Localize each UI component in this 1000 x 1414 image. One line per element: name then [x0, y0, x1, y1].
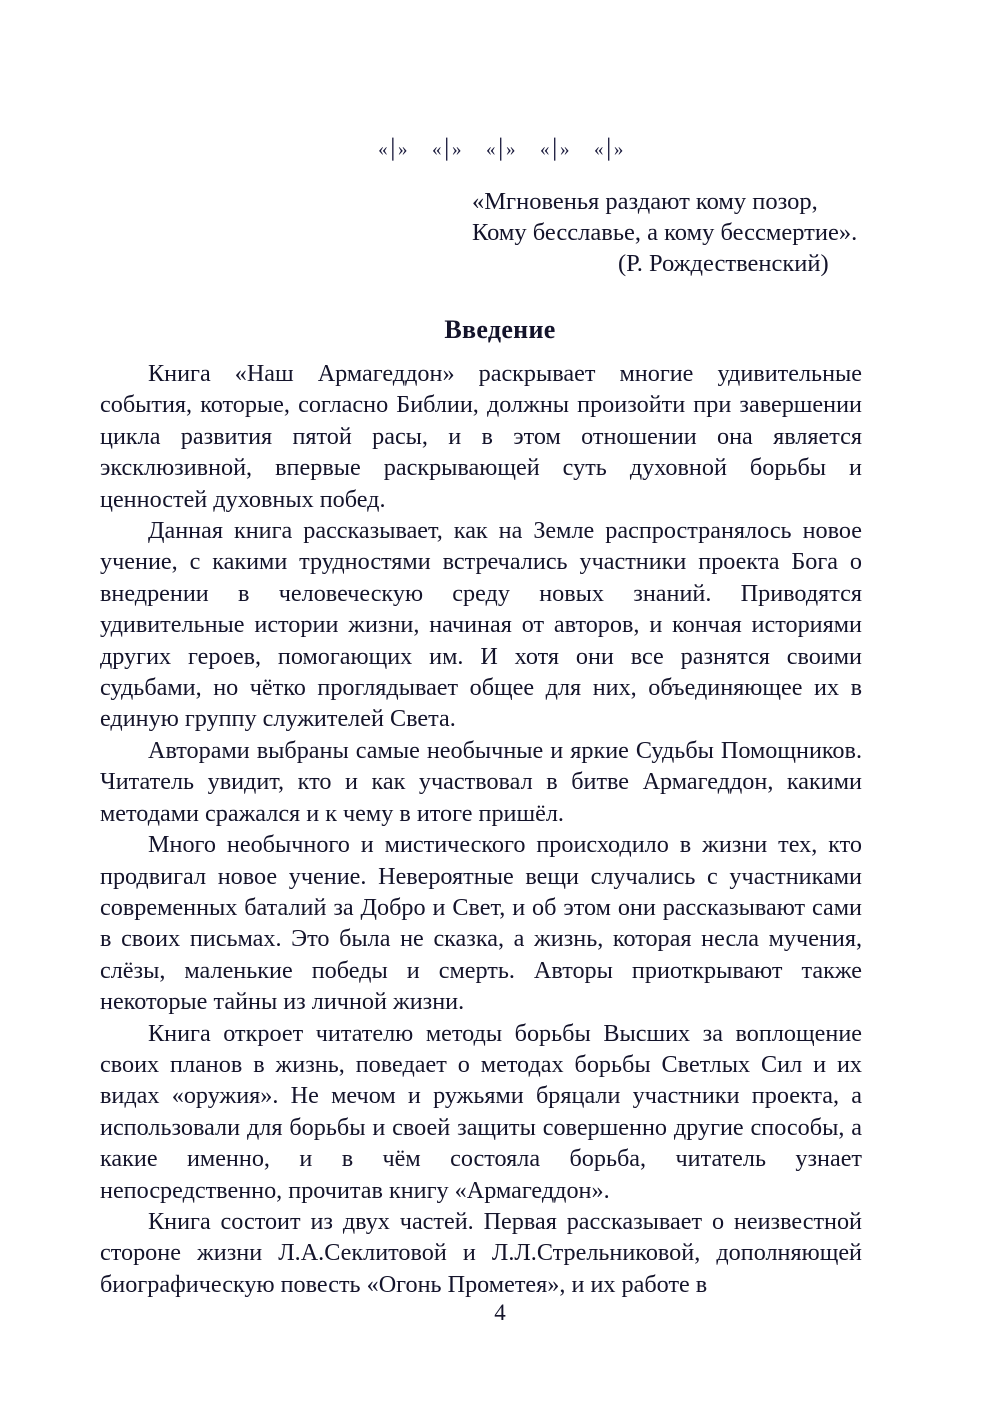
paragraph: Много необычного и мистического происходило в жизни тех, кто продвигал новое учение. Невероятные вещи случались с участниками современных баталий за Добро и Свет, и об этом они рассказывают сами в своих письмах. Это была не сказка, а жизнь, которая несла мучения, слёзы, маленькие победы и смерть. Авторы приоткрывают также некоторые тайны из личной жизни.: [100, 831, 862, 1016]
ornament-divider: [0, 134, 1000, 164]
body-text: [100, 358, 862, 1300]
paragraph: Данная книга рассказывает, как на Земле распространялось новое учение, с какими трудностями встречались участники проекта Бога о внедрении в человеческую среду новых знаний. Приводятся удивительные истории жизни, начиная от авторов, и кончая историями других героев, помогающих им. И хотя они все разнятся своими судьбами, но чётко проглядывает общее для них, объединяющее их в единую группу служителей Света.: [100, 517, 862, 733]
epigraph-line-2: Кому бесславье, а кому бессмертие».: [472, 219, 858, 246]
paragraph: Книга откроет читателю методы борьбы Высших за воплощение своих планов в жизнь, поведает о методах борьбы Светлых Сил и их видах «оружия». Не мечом и ружьями бряцали участники проекта, а использовали для борьбы и своей защиты совершенно другие способы, а какие именно, и в чём состояла борьба, читатель узнает непосредственно, прочитав книгу «Армагеддон».: [100, 1019, 862, 1204]
page-title: Введение: [444, 315, 556, 345]
ornament-icon: «│»: [486, 138, 514, 160]
epigraph: [100, 186, 900, 279]
epigraph-attribution: (Р. Рождественский): [618, 250, 829, 277]
ornament-icon: «│»: [593, 138, 622, 160]
epigraph-line-1: «Мгновенья раздают кому позор,: [472, 188, 818, 215]
paragraph: Книга «Наш Армагеддон» раскрывает многие удивительные события, которые, согласно Библии, должны произойти при завершении цикла развития пятой расы, и в этом отношении она является эксклюзивной, впервые раскрывающей суть духовной борьбы и ценностей духовных побед.: [100, 360, 862, 513]
ornament-icon: «│»: [432, 138, 461, 160]
page-number: 4: [494, 1300, 506, 1325]
ornament-icon: «│»: [539, 138, 568, 160]
ornament-icon: «│»: [378, 138, 407, 160]
paragraph: Книга состоит из двух частей. Первая рассказывает о неизвестной стороне жизни Л.А.Секлитовой и Л.Л.Стрельниковой, дополняющей биографическую повесть «Огонь Прометея», и их работе в: [100, 1207, 862, 1298]
paragraph: Авторами выбраны самые необычные и яркие Судьбы Помощников. Читатель увидит, кто и как участвовал в битве Армагеддон, какими методами сражался и к чему в итоге пришёл.: [100, 736, 862, 827]
